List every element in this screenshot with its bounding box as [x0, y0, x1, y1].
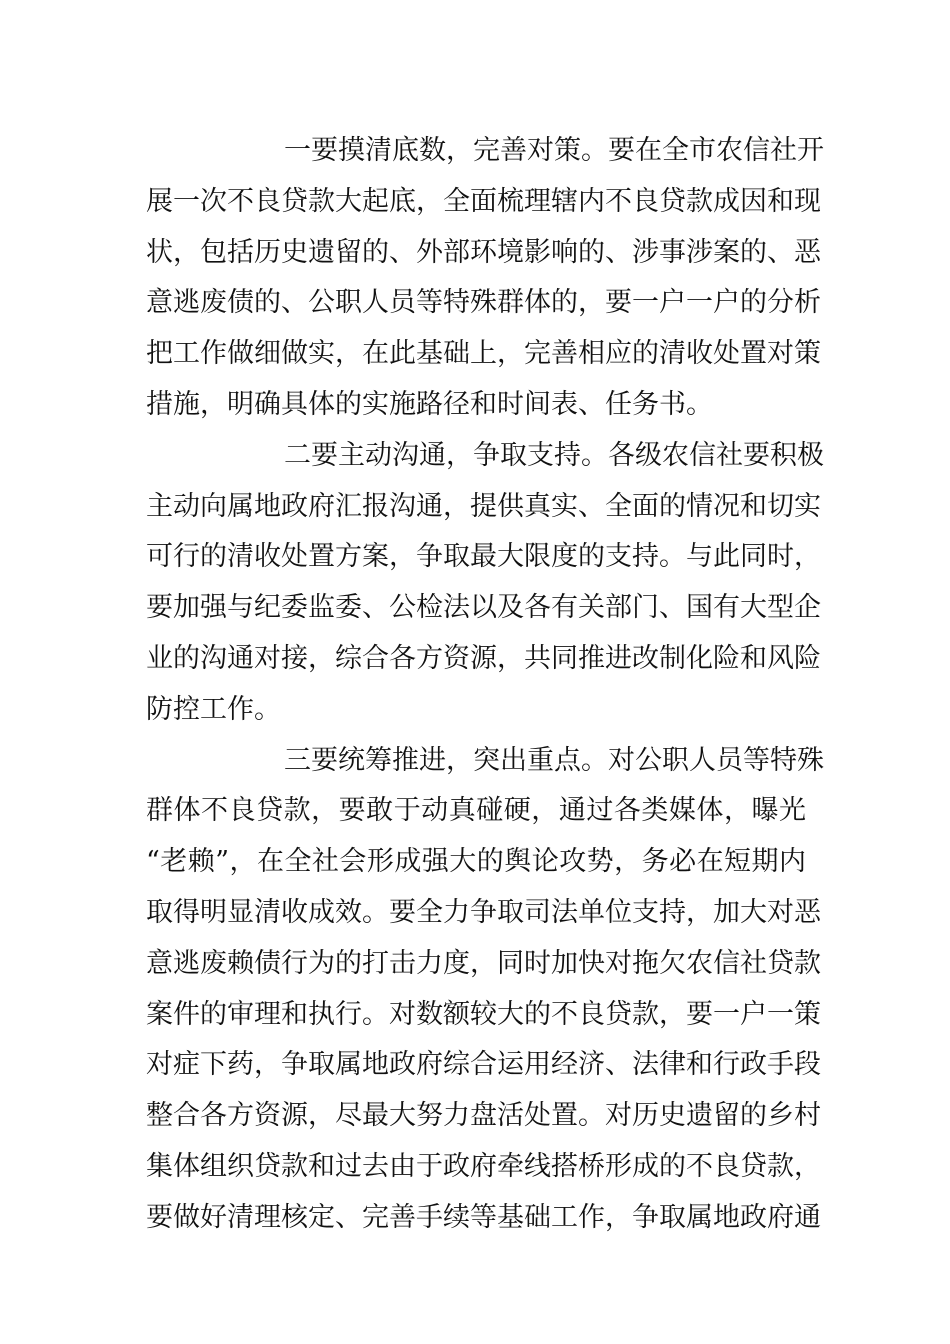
paragraph-2-line-3: 可行的清收处置方案，争取最大限度的支持。与此同时，	[146, 541, 821, 573]
paragraph-3-line-5: 意逃废赖债行为的打击力度，同时加快对拖欠农信社贷款	[146, 947, 821, 979]
paragraph-1-line-6: 措施，明确具体的实施路径和时间表、任务书。	[146, 388, 713, 420]
paragraph-1-line-5: 把工作做细做实，在此基础上，完善相应的清收处置对策	[146, 338, 821, 370]
paragraph-2-line-6: 防控工作。	[146, 693, 281, 725]
paragraph-1-line-4: 意逃废债的、公职人员等特殊群体的，要一户一户的分析	[146, 287, 821, 319]
paragraph-2-line-1: 二要主动沟通，争取支持。各级农信社要积极	[284, 439, 824, 471]
paragraph-3-line-2: 群体不良贷款，要敢于动真碰硬，通过各类媒体，曝光	[146, 795, 806, 827]
body-text	[146, 126, 824, 1244]
paragraph-3-line-1: 三要统筹推进，突出重点。对公职人员等特殊	[284, 744, 824, 776]
paragraph-2-line-4: 要加强与纪委监委、公检法以及各有关部门、国有大型企	[146, 592, 821, 624]
paragraph-3-line-8: 整合各方资源，尽最大努力盘活处置。对历史遗留的乡村	[146, 1100, 821, 1132]
paragraph-1-line-2: 展一次不良贷款大起底，全面梳理辖内不良贷款成因和现	[146, 185, 821, 217]
paragraph-1-line-3: 状，包括历史遗留的、外部环境影响的、涉事涉案的、恶	[146, 236, 821, 268]
paragraph-3-line-7: 对症下药，争取属地政府综合运用经济、法律和行政手段	[146, 1049, 821, 1081]
paragraph-3-line-4: 取得明显清收成效。要全力争取司法单位支持，加大对恶	[146, 896, 821, 928]
paragraph-3-line-3: “老赖”，在全社会形成强大的舆论攻势，务必在短期内	[146, 846, 806, 878]
paragraph-2-line-2: 主动向属地政府汇报沟通，提供真实、全面的情况和切实	[146, 490, 821, 522]
paragraph-1-line-1: 一要摸清底数，完善对策。要在全市农信社开	[284, 135, 824, 166]
paragraph-3-line-6: 案件的审理和执行。对数额较大的不良贷款，要一户一策	[146, 998, 821, 1030]
paragraph-3-line-10: 要做好清理核定、完善手续等基础工作，争取属地政府通	[146, 1201, 821, 1233]
paragraph-2-line-5: 业的沟通对接，综合各方资源，共同推进改制化险和风险	[146, 642, 821, 674]
paragraph-3-line-9: 集体组织贷款和过去由于政府牵线搭桥形成的不良贷款，	[146, 1150, 821, 1182]
